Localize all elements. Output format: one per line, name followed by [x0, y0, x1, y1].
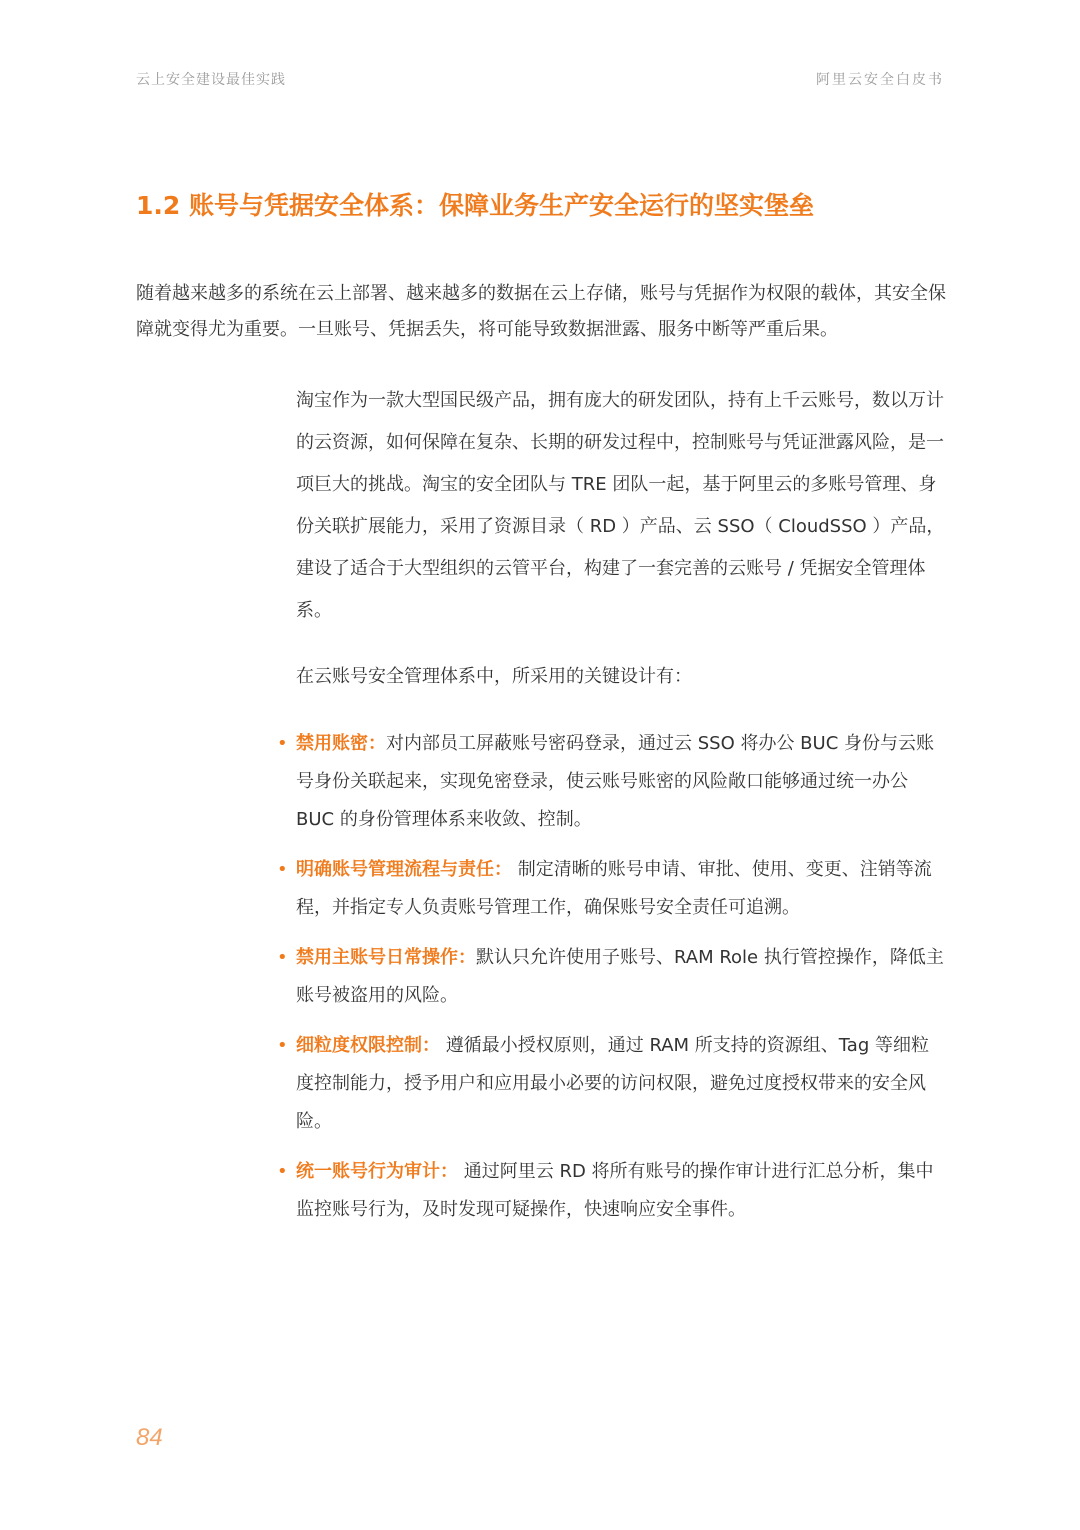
- bullet-text: 遵循最小授权原则，通过 RAM 所支持的资源组、Tag 等细粒度控制能力，授予用户和应用最小必要的访问权限，避免过度授权带来的安全风险。: [296, 1035, 929, 1132]
- bullet-term: 明确账号管理流程与责任：: [296, 859, 512, 880]
- design-intro-paragraph: 在云账号安全管理体系中，所采用的关键设计有：: [296, 666, 692, 687]
- bullet-term: 细粒度权限控制：: [296, 1035, 440, 1056]
- intro-paragraph: 随着越来越多的系统在云上部署、越来越多的数据在云上存储，账号与凭据作为权限的载体，其安全保障就变得尤为重要。一旦账号、凭据丢失，将可能导致数据泄露、服务中断等严重后果。: [136, 283, 946, 340]
- bullet-text: 默认只允许使用子账号、RAM Role 执行管控操作，降低主账号被盗用的风险。: [296, 947, 944, 1006]
- bullet-dot-icon: •: [277, 859, 288, 880]
- bullet-dot-icon: •: [277, 947, 288, 968]
- case-study-paragraph: 淘宝作为一款大型国民级产品，拥有庞大的研发团队，持有上千云账号，数以万计的云资源，如何保障在复杂、长期的研发过程中，控制账号与凭证泄露风险，是一项巨大的挑战。淘宝的安全团队与 TRE 团队一起，基于阿里云的多账号管理、身份关联扩展能力，采用了资源目录（ RD ）产品、云 SSO（ CloudSSO ）产品，建设了适合于大型组织的云管平台，构建了一套完善的云账号 / 凭据安全管理体系。: [296, 390, 945, 621]
- running-header-left: 云上安全建设最佳实践: [136, 72, 286, 88]
- bullet-dot-icon: •: [277, 733, 288, 754]
- bullet-text: 通过阿里云 RD 将所有账号的操作审计进行汇总分析，集中监控账号行为，及时发现可疑操作，快速响应安全事件。: [296, 1161, 934, 1220]
- list-item: [277, 725, 946, 839]
- page-number: 84: [136, 1424, 163, 1451]
- section-title: 1.2 账号与凭据安全体系：保障业务生产安全运行的坚实堡垒: [136, 191, 814, 220]
- bullet-term: 禁用主账号日常操作：: [296, 947, 476, 968]
- bullet-dot-icon: •: [277, 1161, 288, 1182]
- list-item: [277, 939, 946, 1015]
- bullet-text: 对内部员工屏蔽账号密码登录，通过云 SSO 将办公 BUC 身份与云账号身份关联起来，实现免密登录，使云账号账密的风险敞口能够通过统一办公 BUC 的身份管理体系来收敛、控制。: [296, 733, 934, 830]
- running-header-right: 阿里云安全白皮书: [816, 72, 944, 88]
- list-item: [277, 851, 946, 927]
- bullet-term: 禁用账密：: [296, 733, 386, 754]
- list-item: [277, 1153, 946, 1229]
- list-item: [277, 1027, 946, 1141]
- bullet-text: 制定清晰的账号申请、审批、使用、变更、注销等流程，并指定专人负责账号管理工作，确保账号安全责任可追溯。: [296, 859, 932, 918]
- bullet-dot-icon: •: [277, 1035, 288, 1056]
- bullet-term: 统一账号行为审计：: [296, 1161, 458, 1182]
- key-design-list: [277, 725, 946, 1229]
